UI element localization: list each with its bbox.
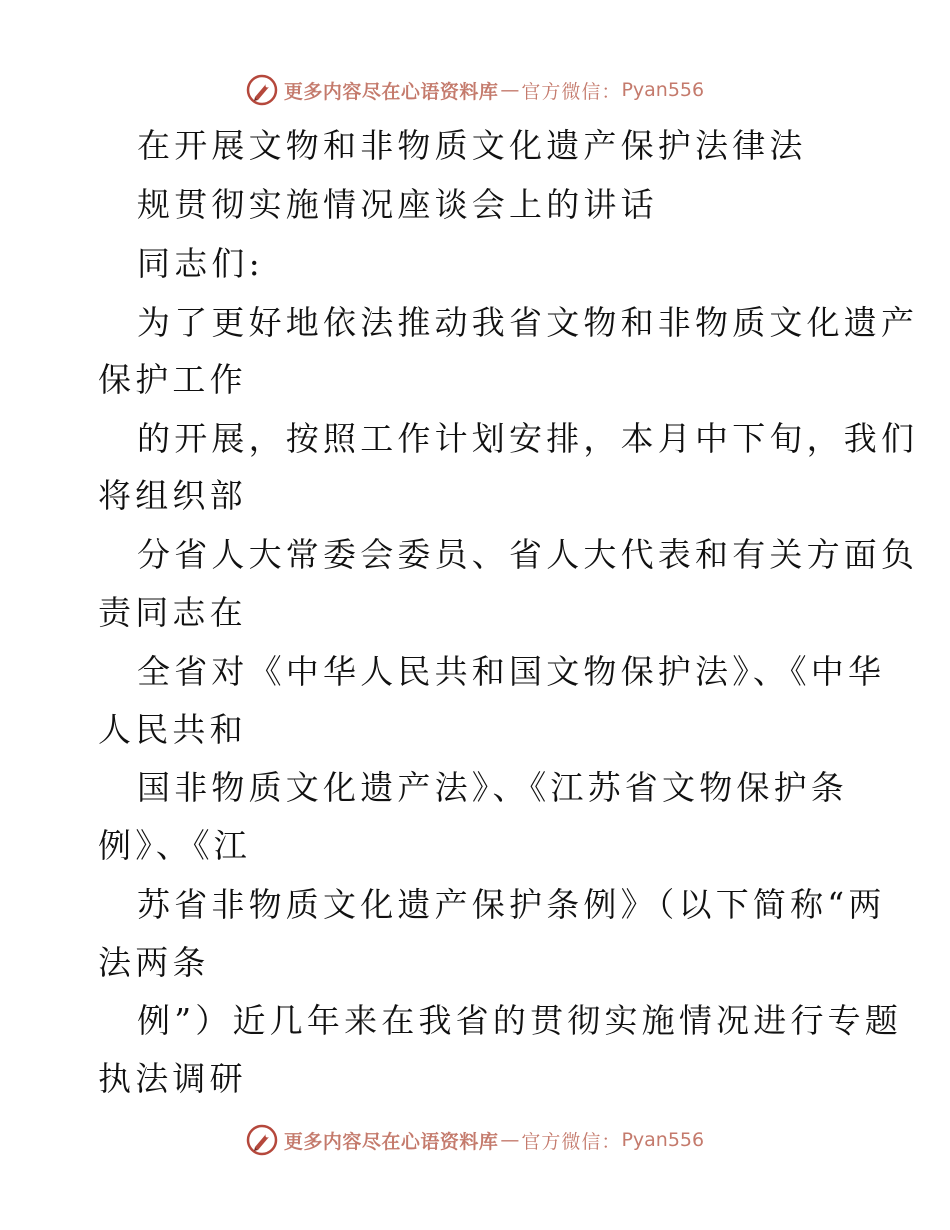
body-line: 人民共和 <box>98 710 247 749</box>
watermark-wechat-id: Pyan556 <box>621 1129 705 1151</box>
watermark-dash: — <box>500 79 520 101</box>
watermark-dash: — <box>500 1129 520 1151</box>
body-line: 例》、《江 <box>98 826 251 865</box>
body-line: 执法调研 <box>98 1059 247 1098</box>
body-line: 国非物质文化遗产法》、《江苏省文物保护条 <box>137 768 848 807</box>
body-line: 例”）近几年来在我省的贯彻实施情况进行专题 <box>137 1001 903 1040</box>
watermark-wechat-id: Pyan556 <box>621 79 705 101</box>
body-line: 为了更好地依法推动我省文物和非物质文化遗产 <box>137 303 919 342</box>
body-line: 将组织部 <box>98 476 247 515</box>
body-line: 保护工作 <box>98 360 247 399</box>
watermark-wechat-label: 官方微信： <box>521 80 622 103</box>
pen-logo-icon <box>246 74 278 106</box>
watermark-wechat-label: 官方微信： <box>521 1130 622 1153</box>
watermark-slogan: 更多内容尽在心语资料库 <box>283 80 499 103</box>
salutation: 同志们: <box>137 244 264 283</box>
body-line: 苏省非物质文化遗产保护条例》（以下简称“两 <box>137 885 886 924</box>
body-line: 责同志在 <box>98 593 247 632</box>
pen-logo-icon <box>246 1124 278 1156</box>
watermark-slogan: 更多内容尽在心语资料库 <box>283 1130 499 1153</box>
body-line: 全省对《中华人民共和国文物保护法》、《中华 <box>137 652 886 691</box>
body-line: 的开展，按照工作计划安排，本月中下旬，我们 <box>137 419 919 458</box>
body-line: 分省人大常委会委员、省人大代表和有关方面负 <box>137 535 919 574</box>
title-line-1: 在开展文物和非物质文化遗产保护法律法 <box>137 126 807 165</box>
header-watermark <box>0 70 950 110</box>
footer-watermark <box>0 1120 950 1160</box>
body-line: 法两条 <box>98 943 210 982</box>
title-line-2: 规贯彻实施情况座谈会上的讲话 <box>137 185 658 224</box>
